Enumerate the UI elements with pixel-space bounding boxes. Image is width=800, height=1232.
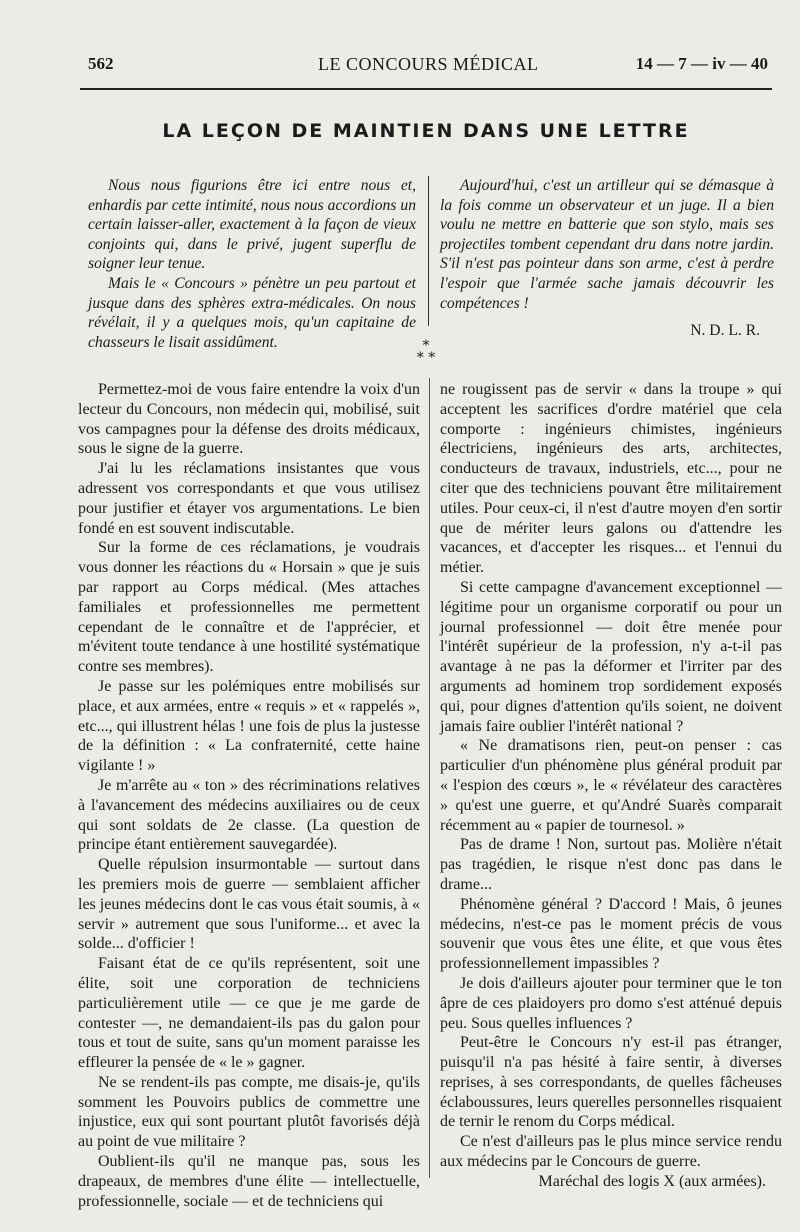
paragraph: Aujourd'hui, c'est un artilleur qui se démasque à la fois comme un observateur et un juge. Il a bien voulu ne mettre en batterie que son stylo, mais ses projectiles tombent cependant dru dans notre jardin. S'il n'est pas pointeur dans son arme, c'est à perdre l'espoir que l'armée sache jamais découvrir les compétences ! (440, 177, 774, 312)
paragraph: Je dois d'ailleurs ajouter pour terminer que le ton âpre de ces plaidoyers pro domo s'est atténué depuis peu. Sous quelles influences ? (440, 974, 782, 1032)
issue-date: 14 — 7 — iv — 40 (635, 54, 768, 73)
column-divider (429, 378, 430, 1178)
paragraph: Nous nous figurions être ici entre nous et, enhardis par cette intimité, nous nous accordions un certain laisser-aller, exactement à la façon de vieux conjoints qui, dans le privé, jugent superflu de soigner leur tenue. (88, 177, 416, 273)
article-title: LA LEÇON DE MAINTIEN DANS UNE LETTRE (162, 120, 690, 142)
header-rule (80, 88, 772, 90)
column-divider (428, 176, 429, 326)
running-header (88, 54, 768, 80)
editor-note-right (440, 176, 774, 313)
journal-title: LE CONCOURS MÉDICAL (318, 54, 539, 74)
letter-column-right (440, 380, 782, 1192)
paragraph: Oublient-ils qu'il ne manque pas, sous les drapeaux, de membres d'une élite — intellectuelle, professionnelle, sociale — et de techniciens qui (78, 1153, 420, 1210)
page-number: 562 (88, 54, 114, 73)
paragraph: Peut-être le Concours n'y est-il pas étranger, puisqu'il n'a pas hésité à faire sentir, à diverses reprises, à ses correspondants, de quelles fâcheuses éclaboussures, leurs querelles personnelles risquaient de ternir le renom du Corps médical. (440, 1034, 782, 1131)
paragraph: Pas de drame ! Non, surtout pas. Molière n'était pas tragédien, le risque n'est donc pas dans le drame... (440, 836, 782, 893)
asterism: * * * (416, 338, 436, 366)
paragraph: Ce n'est d'ailleurs pas le plus mince service rendu aux médecins par le Concours de guerre. (440, 1133, 782, 1171)
paragraph: Mais le « Concours » pénètre un peu partout et jusque dans des sphères extra-médicales. On nous révélait, il y a quelques mois, qu'un capitaine de chasseurs le lisait assidûment. (88, 274, 416, 351)
paragraph: Si cette campagne d'avancement exceptionnel — légitime pour un organisme corporatif ou pour un journal professionnel — doit être menée pour l'intérêt supérieur de la profession, n'y a-t-il pas avantage à ne pas la déformer et l'irriter par des arguments ad hominem trop sordidement exposés qui, pour dignes d'attention qu'ils soient, ne doivent jamais faire oublier l'intérêt national ? (440, 578, 782, 735)
letter-signature: Maréchal des logis X (aux armées). (538, 1172, 766, 1190)
paragraph: « Ne dramatisons rien, peut-on penser : cas particulier d'un phénomène plus général produit par « l'espion des cœurs », le « révélateur des caractères » qu'est une guerre, et qu'André Suarès comparait récemment au « papier de tournesol. » (440, 737, 782, 834)
letter-column-left (78, 380, 420, 1211)
editor-note-left (88, 176, 416, 352)
paragraph: J'ai lu les réclamations insistantes que vous adressent vos correspondants et que vous utilisez pour justifier et étayer vos argumentations. Le bien fondé en est souvent indiscutable. (78, 460, 420, 537)
paragraph: Faisant état de ce qu'ils représentent, soit une élite, soit une corporation de techniciens particulièrement utile — ce que je me garde de contester —, ne demandaient-ils pas du galon pour tous et tout de suite, sans qu'un moment paraisse les effleurer la pensée de « le » gagner. (78, 955, 420, 1072)
paragraph: Je passe sur les polémiques entre mobilisés sur place, et aux armées, entre « requis » et « rappelés », etc..., qui illustrent hélas ! une fois de plus la justesse de la définition : « La confraternité, cette haine vigilante ! » (78, 677, 420, 775)
paragraph: Ne se rendent-ils pas compte, me disais-je, qu'ils somment les Pouvoirs publics de commettre une injustice, eux qui sont pourtant plutôt favorisés déjà au point de vue militaire ? (78, 1073, 420, 1151)
paragraph: Permettez-moi de vous faire entendre la voix d'un lecteur du Concours, non médecin qui, mobilisé, suit vos campagnes pour la défense des droits médicaux, sous le signe de la guerre. (78, 381, 420, 458)
editor-signature: N. D. L. R. (690, 322, 760, 339)
paragraph: Quelle répulsion insurmontable — surtout dans les premiers mois de guerre — semblaient afficher les jeunes médecins dont le cas vous était soumis, à « servir » autrement que sous l'uniforme... et avec la solde... d'officier ! (78, 856, 420, 953)
paragraph: Je m'arrête au « ton » des récriminations relatives à l'avancement des médecins auxiliaires ou de ceux qui sont soldats de 2e classe. (La question de principe étant entièrement sauvegardée). (78, 776, 420, 854)
paragraph: Sur la forme de ces réclamations, je voudrais vous donner les réactions du « Horsain » que je suis par rapport au Corps médical. (Mes attaches familiales et professionnelles me permettent cependant de le connaître et de l'apprécier, et m'évitent toute tendance à une hostilité systématique contre ses membres). (78, 539, 420, 676)
paragraph: Phénomène général ? D'accord ! Mais, ô jeunes médecins, n'est-ce pas le moment précis de vous souvenir que vous êtes une élite, et que vous êtes professionnellement impassibles ? (440, 895, 782, 973)
paragraph: ne rougissent pas de servir « dans la troupe » qui acceptent les sacrifices d'ordre matériel que cela comporte : ingénieurs chimistes, ingénieurs électriciens, ingénieurs des arts, architectes, conducteurs de travaux, industriels, etc..., pour ne citer que des techniciens pouvant être militairement utiles. Pour ceux-ci, il n'est d'autre moyen d'en sortir que de mériter leurs galons ou d'attendre les vacances, et d'accepter les risques... et l'ennui du métier. (440, 381, 782, 577)
